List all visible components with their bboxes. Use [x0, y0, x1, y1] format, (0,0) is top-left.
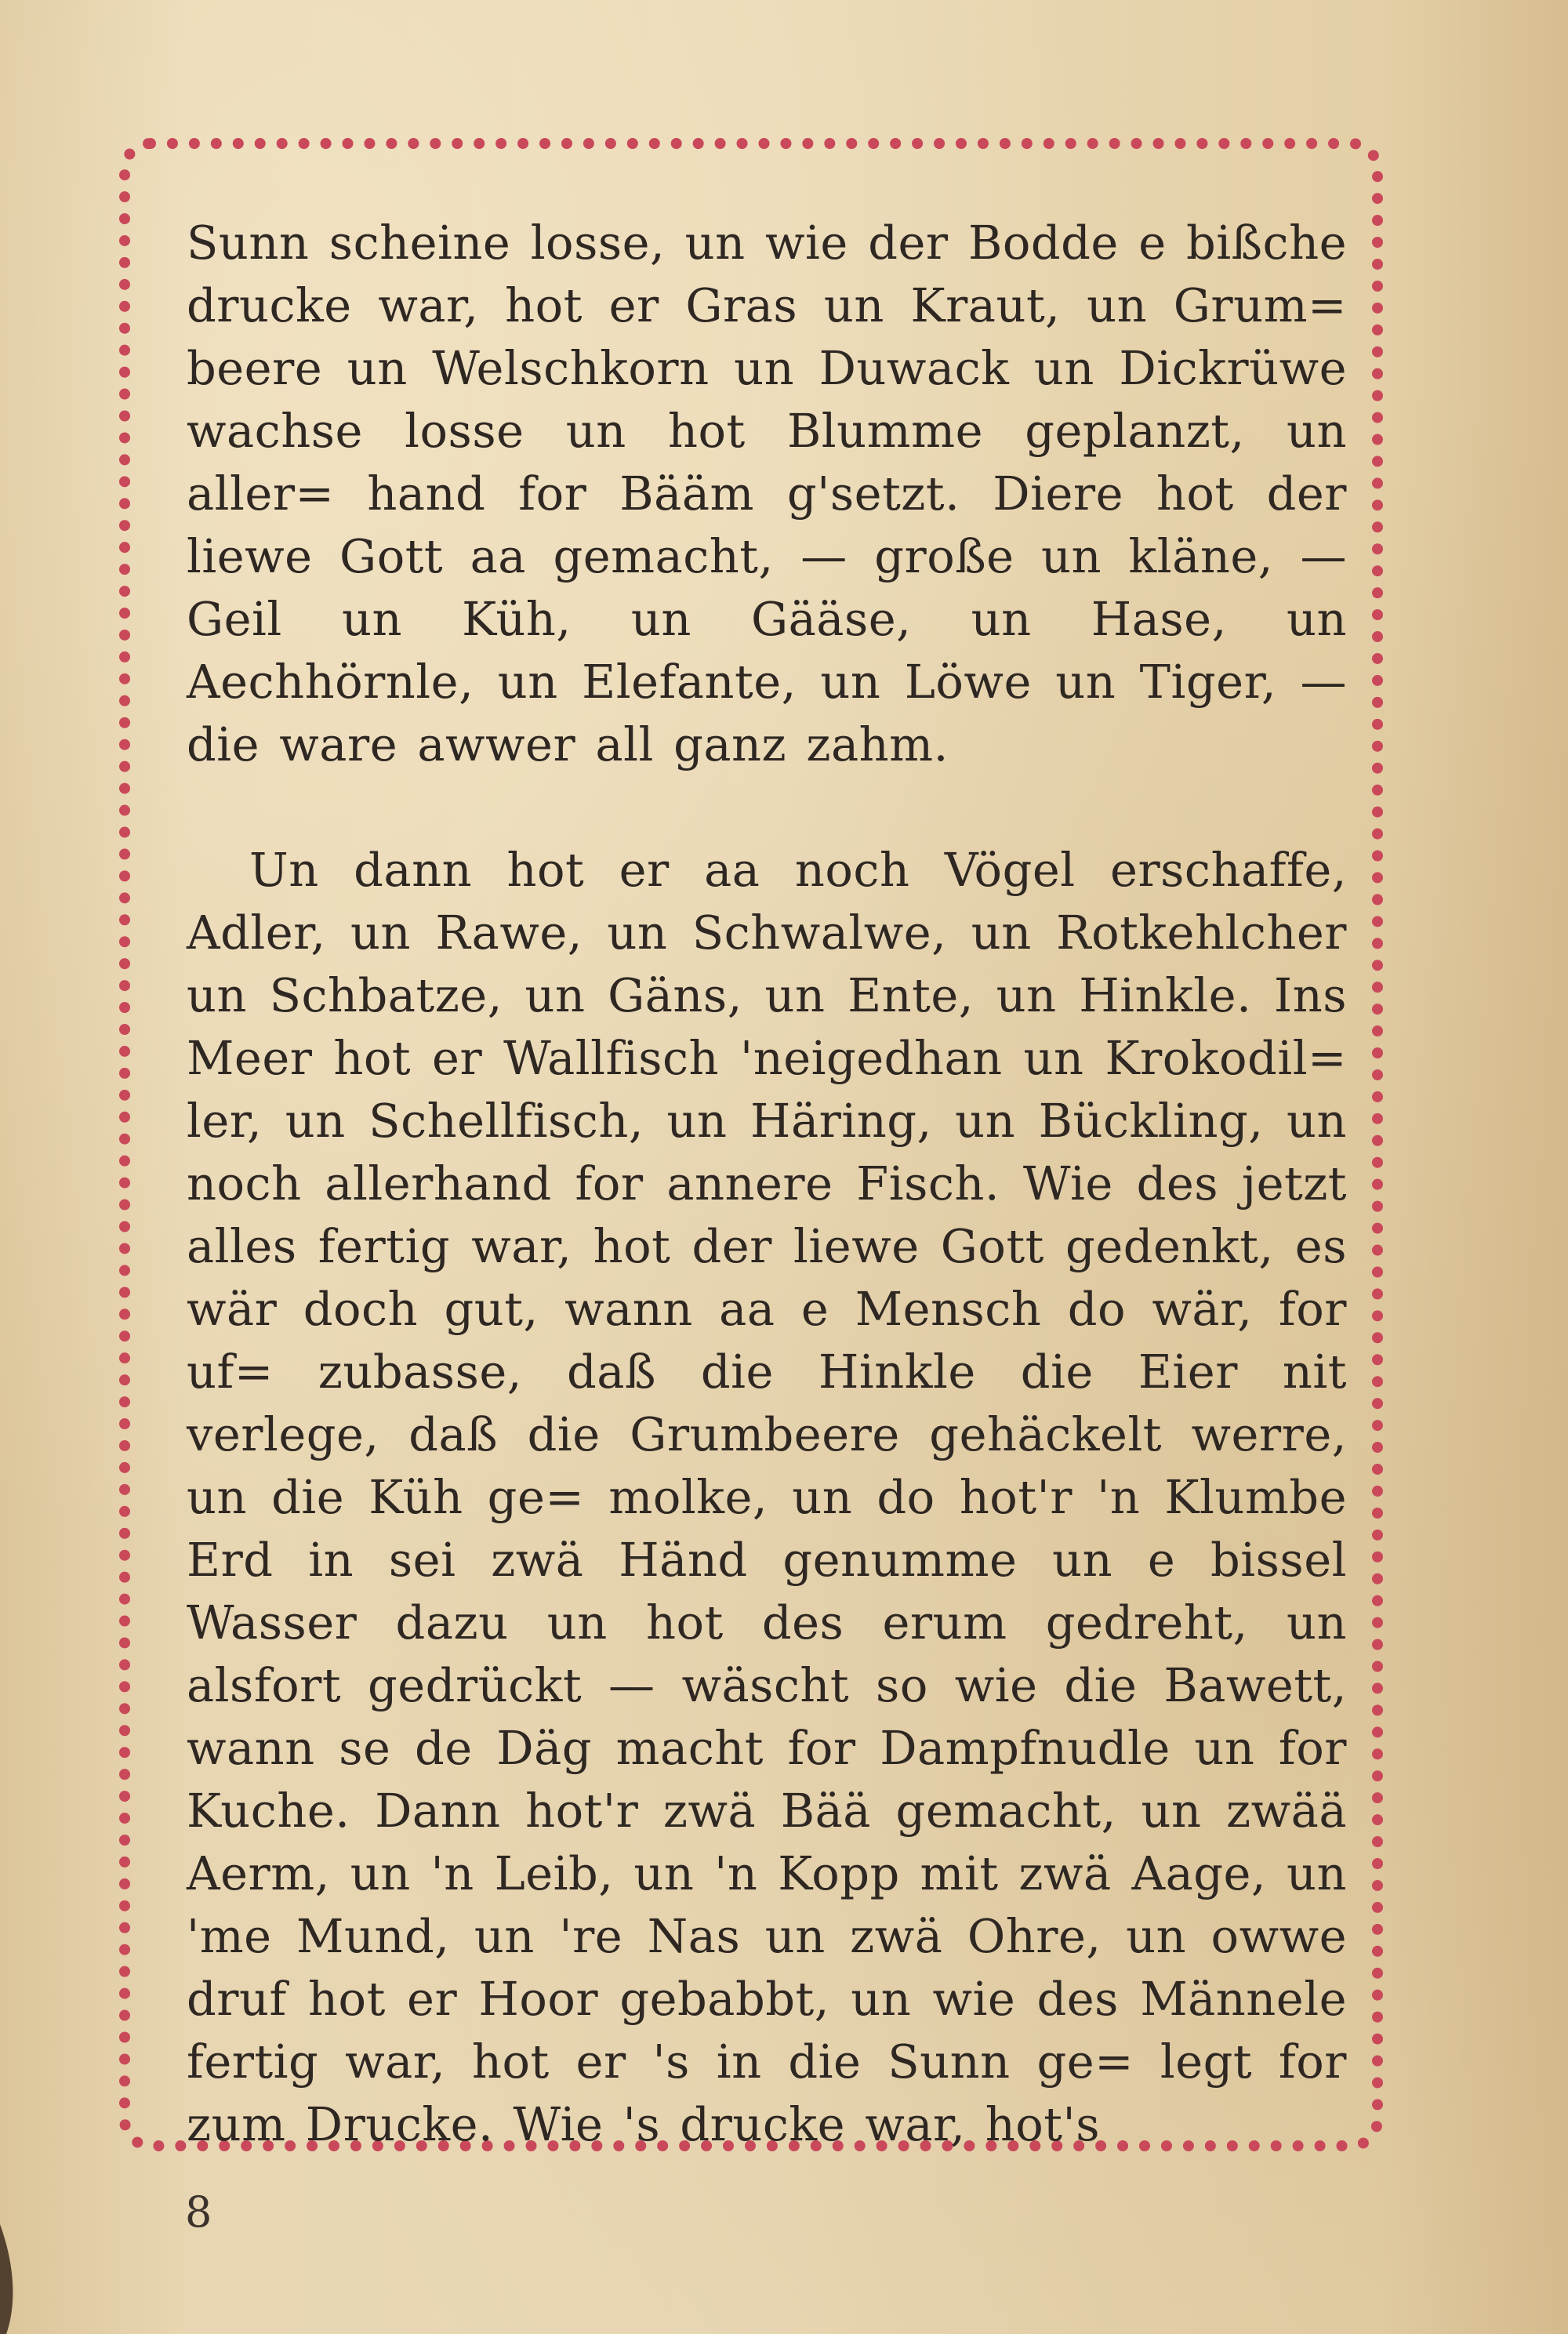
paragraph-1: Sunn scheine losse, un wie der Bodde e bißche drucke war, hot er Gras un Kraut, un Grum= beere un Welschkorn un Duwack un Dickrüwe wachse losse un hot Blumme geplanzt, un aller= hand for Bääm g'setzt. Diere hot der liewe Gott aa gemacht, — große un kläne, — Geil un Küh, un Gääse, un Hase, un Aechhörnle, un Elefante, un Löwe un Tiger, — die ware awwer all ganz zahm.	[187, 216, 1347, 771]
paragraph-2: Un dann hot er aa noch Vögel erschaffe, Adler, un Rawe, un Schwalwe, un Rotkehlcher un Schbatze, un Gäns, un Ente, un Hinkle. Ins Meer hot er Wallfisch 'neigedhan un Krokodil= ler, un Schellfisch, un Häring, un Bückling, un noch allerhand for annere Fisch. Wie des jetzt alles fertig war, hot der liewe Gott gedenkt, es wär doch gut, wann aa e Mensch do wär, for uf= zubasse, daß die Hinkle die Eier nit verlege, daß die Grumbeere gehäckelt werre, un die Küh ge= molke, un do hot'r 'n Klumbe Erd in sei zwä Händ genumme un e bissel Wasser dazu un hot des erum gedreht, un alsfort gedrückt — wäscht so wie die Bawett, wann se de Däg macht for Dampfnudle un for Kuche. Dann hot'r zwä Bää gemacht, un zwää Aerm, un 'n Leib, un 'n Kopp mit zwä Aage, un 'me Mund, un 're Nas un zwä Ohre, un owwe druf hot er Hoor gebabbt, un wie des Männele fertig war, hot er 's in die Sunn ge= legt for zum Drucke. Wie 's drucke war, hot's	[187, 843, 1347, 2151]
page-number: 8	[185, 2187, 212, 2237]
page-text	[187, 212, 1347, 2156]
page-edge-shadow	[0, 2224, 31, 2334]
